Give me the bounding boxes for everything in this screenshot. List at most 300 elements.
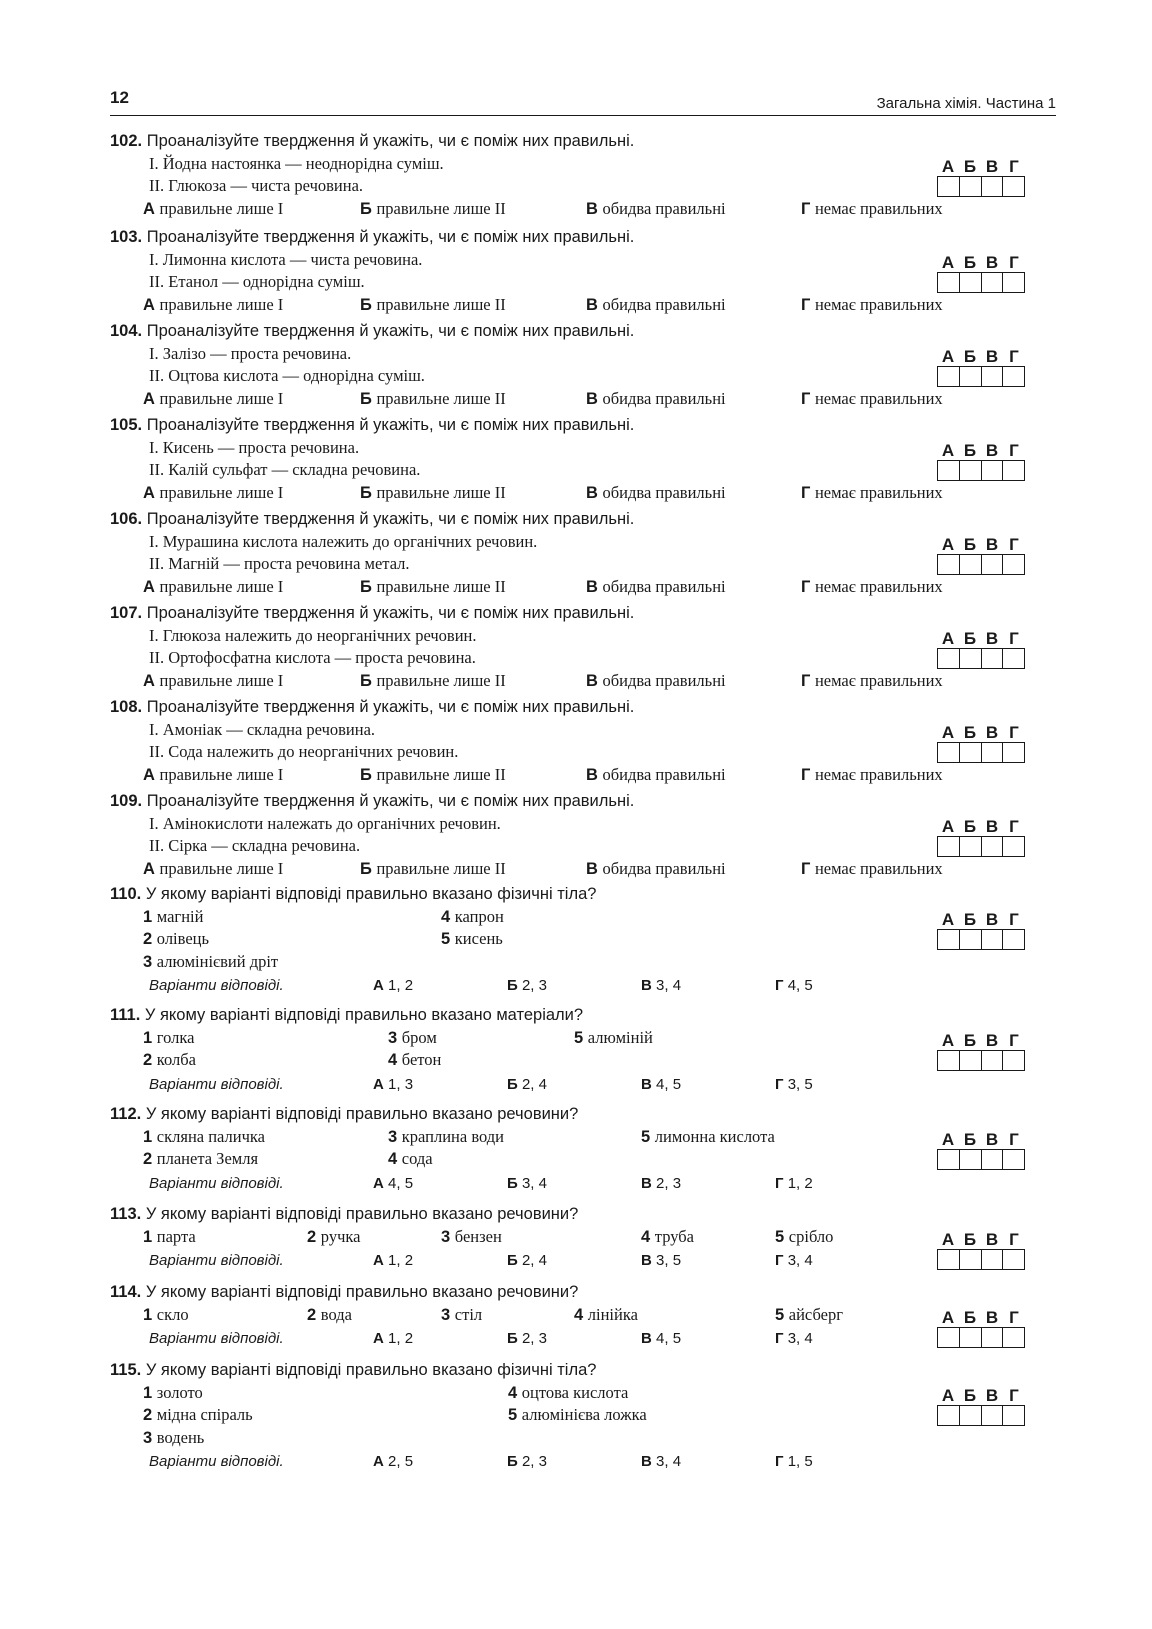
answer-letter: Г	[1009, 910, 1019, 929]
answer-variant[interactable]	[775, 1074, 813, 1097]
item-text: алюмінієвий дріт	[156, 951, 279, 971]
list-item	[143, 1304, 189, 1327]
option-letter: А	[143, 577, 155, 596]
question-text: Проаналізуйте твердження й укажіть, чи є поміж них правильні.	[146, 322, 635, 340]
item-text: парта	[156, 1226, 196, 1246]
answer-box	[937, 724, 1025, 763]
answer-cell[interactable]	[982, 649, 1004, 668]
answer-cell[interactable]	[938, 273, 960, 292]
item-list	[110, 1226, 1056, 1249]
option-letter: А	[143, 671, 155, 690]
answer-option[interactable]	[360, 670, 506, 693]
running-title: Загальна хімія. Частина 1	[876, 95, 1056, 112]
answer-cell[interactable]	[1003, 649, 1024, 668]
item-text: бензен	[454, 1226, 502, 1246]
option-text: правильне лише І	[159, 198, 284, 218]
item-number: 5	[775, 1305, 785, 1324]
list-item	[441, 928, 503, 951]
answer-option[interactable]	[360, 388, 506, 411]
answer-cell[interactable]	[1003, 273, 1024, 292]
answer-variant[interactable]	[775, 1250, 813, 1273]
answer-option[interactable]	[586, 858, 726, 881]
question-number: 103.	[110, 228, 143, 246]
answer-variant[interactable]	[641, 1074, 681, 1097]
item-text: лінійка	[587, 1304, 638, 1324]
answer-cell[interactable]	[1003, 367, 1024, 386]
answer-variant[interactable]	[507, 975, 547, 998]
item-number: 3	[388, 1028, 398, 1047]
answer-letter: В	[985, 1130, 999, 1149]
variant-value: 3, 4	[656, 1453, 682, 1470]
variant-letter: Г	[775, 1252, 784, 1269]
answer-options	[110, 388, 1056, 411]
variant-value: 3, 4	[787, 1252, 813, 1269]
item-text: алюміній	[587, 1027, 653, 1047]
option-letter: Б	[360, 199, 372, 218]
answer-letter: Б	[963, 723, 977, 742]
question-text: Проаналізуйте твердження й укажіть, чи є поміж них правильні.	[146, 416, 635, 434]
answer-variant[interactable]	[373, 1451, 413, 1474]
answer-option[interactable]	[586, 482, 726, 505]
item-text: голка	[156, 1027, 195, 1047]
list-item	[388, 1126, 504, 1149]
answer-variant[interactable]	[641, 1250, 681, 1273]
answer-cell[interactable]	[982, 930, 1004, 949]
answer-cell[interactable]	[1003, 461, 1024, 480]
question	[110, 1359, 1056, 1470]
answer-option[interactable]	[143, 294, 283, 317]
variant-value: 3, 4	[656, 977, 682, 994]
variant-value: 1, 5	[787, 1453, 813, 1470]
option-text: правильне лише ІІ	[376, 198, 506, 218]
answer-cell[interactable]	[938, 177, 960, 196]
answer-cell[interactable]	[938, 1406, 960, 1425]
answer-variant[interactable]	[507, 1074, 547, 1097]
answer-variant[interactable]	[775, 1451, 813, 1474]
answer-cells	[937, 929, 1025, 950]
list-item	[143, 1226, 196, 1249]
answer-variant[interactable]	[775, 1173, 813, 1196]
answer-option[interactable]	[360, 294, 506, 317]
answer-option[interactable]	[801, 858, 943, 881]
answer-option[interactable]	[801, 482, 943, 505]
answer-cell[interactable]	[982, 555, 1004, 574]
answer-cell[interactable]	[938, 1250, 960, 1269]
option-text: правильне лише І	[159, 764, 284, 784]
answer-cell[interactable]	[1003, 1150, 1024, 1169]
answer-variant[interactable]	[641, 1451, 681, 1474]
question	[110, 883, 1056, 994]
list-item	[574, 1304, 638, 1327]
option-letter: А	[143, 483, 155, 502]
item-text: стіл	[454, 1304, 483, 1324]
variant-value: 1, 3	[388, 1076, 414, 1093]
answer-option[interactable]	[586, 198, 726, 221]
option-letter: В	[586, 483, 598, 502]
answer-cell[interactable]	[982, 743, 1004, 762]
option-letter: Г	[801, 671, 811, 690]
option-letter: Б	[360, 577, 372, 596]
statement-1: І. Амоніак — складна речовина.	[149, 719, 376, 739]
answer-letters	[937, 911, 1025, 929]
variant-letter: А	[373, 977, 384, 994]
statement-1: І. Кисень — проста речовина.	[149, 437, 360, 457]
answer-variants	[110, 1173, 1056, 1197]
question-heading	[110, 130, 1056, 153]
answer-letter: Г	[1009, 157, 1019, 176]
answer-cell[interactable]	[1003, 1406, 1024, 1425]
question	[110, 226, 1056, 316]
question-heading	[110, 790, 1056, 813]
variant-letter: Г	[775, 1330, 784, 1347]
answer-letter: В	[985, 817, 999, 836]
question-heading	[110, 696, 1056, 719]
answer-cell[interactable]	[1003, 1051, 1024, 1070]
option-text: правильне лише ІІ	[376, 670, 506, 690]
item-list	[110, 1126, 1056, 1171]
answer-option[interactable]	[586, 670, 726, 693]
answer-cells	[937, 460, 1025, 481]
variant-value: 3, 4	[521, 1175, 547, 1192]
item-text: сода	[401, 1149, 433, 1168]
option-letter: Б	[360, 859, 372, 878]
answer-cell[interactable]	[938, 837, 960, 856]
statement-1: І. Залізо — проста речовина.	[149, 343, 352, 363]
answer-cell[interactable]	[982, 461, 1004, 480]
option-text: правильне лише І	[159, 858, 284, 878]
variant-value: 3, 4	[787, 1330, 813, 1347]
item-text: скло	[156, 1304, 189, 1324]
answer-cells	[937, 1149, 1025, 1170]
option-text: немає правильних	[814, 670, 943, 690]
option-letter: Б	[360, 483, 372, 502]
question-number: 108.	[110, 698, 143, 716]
answer-variant[interactable]	[507, 1250, 547, 1273]
item-text: ручка	[320, 1226, 361, 1246]
header-rule	[110, 115, 1056, 116]
question-number: 102.	[110, 132, 143, 150]
answer-letter: В	[985, 253, 999, 272]
option-text: немає правильних	[814, 764, 943, 784]
answer-variant[interactable]	[373, 1074, 413, 1097]
answer-variant[interactable]	[373, 975, 413, 998]
variant-letter: Г	[775, 1175, 784, 1192]
answer-option[interactable]	[801, 294, 943, 317]
item-number: 1	[143, 1383, 153, 1402]
answer-cell[interactable]	[938, 649, 960, 668]
answer-option[interactable]	[143, 858, 283, 881]
answer-cell[interactable]	[960, 461, 982, 480]
answer-option[interactable]	[801, 670, 943, 693]
answer-variant[interactable]	[641, 975, 681, 998]
answer-cell[interactable]	[938, 930, 960, 949]
answer-variant[interactable]	[507, 1173, 547, 1196]
option-letter: В	[586, 671, 598, 690]
answer-cell[interactable]	[1003, 555, 1024, 574]
variant-letter: А	[373, 1330, 384, 1347]
answer-letter: В	[985, 1386, 999, 1405]
answer-letter: Б	[963, 629, 977, 648]
answer-box	[937, 348, 1025, 387]
list-item	[307, 1226, 360, 1249]
item-number: 1	[143, 1028, 153, 1047]
statement-1: І. Лимонна кислота — чиста речовина.	[149, 249, 423, 269]
answer-option[interactable]	[586, 388, 726, 411]
answer-letter: В	[985, 157, 999, 176]
answer-cell[interactable]	[1003, 177, 1024, 196]
variant-letter: Б	[507, 1453, 518, 1470]
answer-option[interactable]	[801, 576, 943, 599]
option-text: правильне лише І	[159, 482, 284, 502]
item-text: краплина води	[401, 1126, 505, 1146]
answer-cells	[937, 1050, 1025, 1071]
answer-option[interactable]	[143, 198, 283, 221]
option-text: обидва правильні	[602, 858, 726, 878]
answer-letter: А	[941, 723, 955, 742]
statement-1: І. Глюкоза належить до неорганічних речовин.	[149, 625, 477, 645]
option-text: немає правильних	[814, 858, 943, 878]
answer-cell[interactable]	[960, 1051, 982, 1070]
item-text: олівець	[156, 929, 210, 948]
question	[110, 602, 1056, 692]
answer-letters	[937, 1387, 1025, 1405]
item-number: 1	[143, 1127, 153, 1146]
variant-value: 3, 5	[656, 1252, 682, 1269]
variants-label: Варіанти відповіді.	[149, 1252, 284, 1269]
answer-cell[interactable]	[1003, 743, 1024, 762]
answer-option[interactable]	[360, 576, 506, 599]
answer-box	[937, 818, 1025, 857]
answer-cell[interactable]	[1003, 1250, 1024, 1269]
variant-value: 3, 5	[787, 1076, 813, 1093]
answer-variants	[110, 1074, 1056, 1098]
answer-variant[interactable]	[373, 1328, 413, 1351]
variant-value: 4, 5	[388, 1175, 414, 1192]
answer-letter: Б	[963, 1031, 977, 1050]
answer-option[interactable]	[586, 294, 726, 317]
answer-letter: Г	[1009, 535, 1019, 554]
answer-option[interactable]	[360, 764, 506, 787]
item-text: водень	[156, 1427, 205, 1447]
option-letter: А	[143, 389, 155, 408]
answer-letters	[937, 1309, 1025, 1327]
option-text: немає правильних	[814, 576, 943, 596]
answer-cell[interactable]	[960, 1328, 982, 1347]
answer-cell[interactable]	[938, 743, 960, 762]
answer-option[interactable]	[801, 388, 943, 411]
answer-cell[interactable]	[1003, 837, 1024, 856]
list-item	[574, 1027, 653, 1050]
list-item	[143, 1427, 204, 1450]
variant-value: 2, 3	[656, 1175, 682, 1192]
answer-letter: Б	[963, 1230, 977, 1249]
answer-cell[interactable]	[982, 1051, 1004, 1070]
answer-cell[interactable]	[960, 743, 982, 762]
answer-letter: А	[941, 1031, 955, 1050]
answer-cell[interactable]	[960, 649, 982, 668]
answer-option[interactable]	[360, 482, 506, 505]
answer-cell[interactable]	[982, 1406, 1004, 1425]
item-text: капрон	[454, 906, 504, 926]
answer-option[interactable]	[143, 388, 283, 411]
answer-option[interactable]	[360, 858, 506, 881]
answer-cell[interactable]	[982, 837, 1004, 856]
question-number: 110.	[110, 885, 142, 903]
answer-letter: Г	[1009, 629, 1019, 648]
answer-letter: А	[941, 347, 955, 366]
list-item	[143, 1027, 195, 1050]
answer-letters	[937, 724, 1025, 742]
answer-box	[937, 1032, 1025, 1071]
item-number: 5	[641, 1127, 651, 1146]
answer-letter: В	[985, 535, 999, 554]
answer-option[interactable]	[143, 482, 283, 505]
answer-letter: В	[985, 629, 999, 648]
option-text: обидва правильні	[602, 764, 726, 784]
answer-option[interactable]	[360, 198, 506, 221]
answer-variant[interactable]	[373, 1250, 413, 1273]
question-text: У якому варіанті відповіді правильно вказано речовини?	[145, 1205, 579, 1223]
answer-letters	[937, 1032, 1025, 1050]
answer-box	[937, 158, 1025, 197]
answer-letter: Г	[1009, 1031, 1019, 1050]
option-text: обидва правильні	[602, 294, 726, 314]
answer-cell[interactable]	[960, 1250, 982, 1269]
answer-option[interactable]	[143, 576, 283, 599]
option-text: обидва правильні	[602, 198, 726, 218]
question-text: Проаналізуйте твердження й укажіть, чи є поміж них правильні.	[146, 698, 635, 716]
answer-options	[110, 764, 1056, 787]
answer-cell[interactable]	[960, 367, 982, 386]
answer-cell[interactable]	[1003, 930, 1024, 949]
answer-option[interactable]	[143, 670, 283, 693]
variant-letter: А	[373, 1076, 384, 1093]
item-text: бром	[401, 1027, 437, 1047]
item-number: 4	[388, 1051, 398, 1069]
answer-option[interactable]	[801, 764, 943, 787]
answer-cell[interactable]	[982, 367, 1004, 386]
answer-cell[interactable]	[938, 1328, 960, 1347]
answer-letters	[937, 254, 1025, 272]
page-number: 12	[110, 88, 129, 107]
option-letter: В	[586, 199, 598, 218]
option-letter: В	[586, 295, 598, 314]
answer-cell[interactable]	[960, 1406, 982, 1425]
answer-cell[interactable]	[960, 273, 982, 292]
answer-cell[interactable]	[982, 177, 1004, 196]
item-number: 3	[143, 1428, 153, 1447]
statement-2: ІІ. Сірка — складна речовина.	[149, 836, 361, 855]
item-text: труба	[654, 1226, 694, 1246]
question	[110, 790, 1056, 880]
answer-letter: А	[941, 1130, 955, 1149]
variants-label: Варіанти відповіді.	[149, 977, 284, 994]
answer-option[interactable]	[143, 764, 283, 787]
list-item	[641, 1126, 775, 1149]
answer-cell[interactable]	[938, 367, 960, 386]
answer-cell[interactable]	[960, 555, 982, 574]
answer-cell[interactable]	[938, 555, 960, 574]
list-item	[388, 1049, 441, 1072]
variants-label: Варіанти відповіді.	[149, 1330, 284, 1347]
answer-cell[interactable]	[982, 273, 1004, 292]
answer-letter: Г	[1009, 347, 1019, 366]
answer-variant[interactable]	[775, 1328, 813, 1351]
answer-cell[interactable]	[938, 1051, 960, 1070]
item-list	[110, 1382, 1056, 1450]
answer-letters	[937, 1131, 1025, 1149]
option-letter: Б	[360, 671, 372, 690]
list-item	[441, 1304, 482, 1327]
answer-letter: Г	[1009, 817, 1019, 836]
variant-letter: Б	[507, 1175, 518, 1192]
item-number: 4	[388, 1150, 398, 1168]
answer-box	[937, 1387, 1025, 1426]
question-text: У якому варіанті відповіді правильно вказано фізичні тіла?	[145, 885, 597, 903]
answer-letter: Г	[1009, 1130, 1019, 1149]
answer-cells	[937, 272, 1025, 293]
answer-option[interactable]	[801, 198, 943, 221]
answer-cell[interactable]	[938, 1150, 960, 1169]
answer-letter: В	[985, 910, 999, 929]
item-number: 4	[508, 1383, 518, 1402]
answer-variant[interactable]	[507, 1328, 547, 1351]
question-number: 113.	[110, 1205, 142, 1223]
answer-cell[interactable]	[982, 1250, 1004, 1269]
answer-variant[interactable]	[641, 1173, 681, 1196]
answer-letter: Б	[963, 910, 977, 929]
answer-cell[interactable]	[938, 461, 960, 480]
list-item	[143, 1404, 253, 1427]
answer-cell[interactable]	[982, 1328, 1004, 1347]
answer-letter: Б	[963, 1386, 977, 1405]
answer-variant[interactable]	[373, 1173, 413, 1196]
option-text: обидва правильні	[602, 576, 726, 596]
item-text: вода	[320, 1304, 352, 1324]
answer-cell[interactable]	[960, 930, 982, 949]
variant-letter: Г	[775, 977, 784, 994]
item-number: 3	[441, 1305, 451, 1324]
answer-letters	[937, 442, 1025, 460]
answer-variant[interactable]	[775, 975, 813, 998]
option-letter: Г	[801, 389, 811, 408]
variant-letter: А	[373, 1252, 384, 1269]
answer-option[interactable]	[586, 764, 726, 787]
answer-box	[937, 442, 1025, 481]
answer-letter: А	[941, 629, 955, 648]
answer-cell[interactable]	[960, 1150, 982, 1169]
answer-cell[interactable]	[982, 1150, 1004, 1169]
answer-variant[interactable]	[507, 1451, 547, 1474]
item-number: 5	[775, 1227, 785, 1246]
answer-letter: А	[941, 157, 955, 176]
question-number: 109.	[110, 792, 143, 810]
question-heading	[110, 320, 1056, 343]
list-item	[641, 1226, 694, 1249]
answer-letter: А	[941, 1230, 955, 1249]
answer-variant[interactable]	[641, 1328, 681, 1351]
variant-letter: В	[641, 1175, 652, 1192]
item-text: айсберг	[788, 1304, 843, 1324]
answer-cell[interactable]	[1003, 1328, 1024, 1347]
answer-cell[interactable]	[960, 837, 982, 856]
answer-option[interactable]	[586, 576, 726, 599]
answer-cell[interactable]	[960, 177, 982, 196]
list-item	[775, 1226, 833, 1249]
list-item	[143, 1126, 265, 1149]
answer-letter: А	[941, 441, 955, 460]
question-text: Проаналізуйте твердження й укажіть, чи є поміж них правильні.	[146, 228, 635, 246]
